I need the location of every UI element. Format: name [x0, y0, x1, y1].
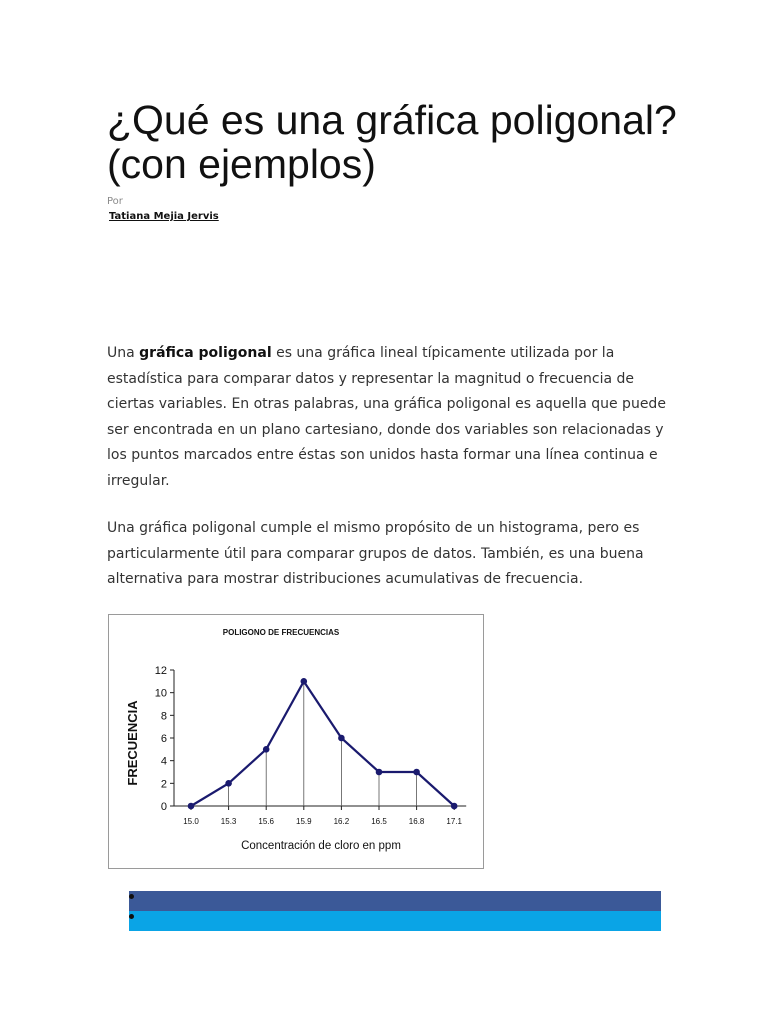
chart-point — [188, 803, 195, 810]
chart-point — [338, 735, 345, 742]
chart-x-tick-label: 15.6 — [258, 817, 274, 826]
chart-points — [188, 678, 458, 809]
chart-x-tick-label: 16.2 — [333, 817, 350, 826]
chart-x-tick-label: 15.9 — [296, 817, 312, 826]
chart-y-tick-label: 4 — [160, 755, 167, 768]
intro-text-start: Una — [107, 345, 140, 361]
chart-y-tick-label: 12 — [154, 665, 167, 677]
chart-x-tick-label: 16.5 — [371, 817, 387, 826]
byline-label: Por — [107, 196, 123, 207]
chart-axes — [174, 670, 466, 806]
chart-x-tick-label: 16.8 — [408, 817, 425, 826]
bullet-icon — [129, 914, 134, 919]
intro-term: gráfica poligonal — [139, 345, 272, 361]
chart-y-tick-label: 10 — [154, 687, 167, 700]
chart-x-ticks — [183, 806, 462, 826]
chart-y-tick-label: 8 — [160, 710, 167, 723]
chart-x-tick-label: 15.0 — [183, 817, 199, 826]
author-link[interactable]: Tatiana Mejia Jervis — [109, 211, 219, 222]
chart-title: POLIGONO DE FRECUENCIAS — [222, 628, 340, 637]
chart-y-axis-label: FRECUENCIA — [125, 700, 140, 786]
chart-point — [263, 746, 270, 753]
chart-svg — [109, 615, 483, 868]
chart-x-tick-label: 17.1 — [446, 817, 462, 826]
chart-y-tick-label: 0 — [160, 801, 167, 813]
chart-x-axis-label: Concentración de cloro en ppm — [241, 840, 401, 852]
chart-point — [301, 678, 308, 685]
chart-drop-lines — [229, 681, 417, 806]
second-paragraph: Una gráfica poligonal cumple el mismo propósito de un histograma, pero es particularmente útil para comparar grupos de datos. También, es una buena alternativa para mostrar distribuciones acumulativas de frecuencia. — [107, 520, 644, 587]
intro-paragraph — [107, 341, 667, 494]
page-title: ¿Qué es una gráfica poligonal? (con ejemplos) — [107, 97, 677, 187]
facebook-share-bar[interactable] — [129, 891, 661, 911]
intro-text-rest: es una gráfica lineal típicamente utilizada por la estadística para comparar datos y representar la magnitud o frecuencia de ciertas variables. En otras palabras, una gráfica poligonal es aquella que puede ser encontrada en un plano cartesiano, donde dos variables son relacionadas y los puntos marcados entre éstas son unidos hasta formar una línea continua e irregular. — [107, 345, 666, 489]
chart-x-tick-label: 15.3 — [220, 817, 237, 826]
twitter-share-bar[interactable] — [129, 911, 661, 931]
chart-y-tick-label: 6 — [160, 733, 167, 745]
bullet-icon — [129, 894, 134, 899]
frequency-polygon-chart — [108, 614, 484, 869]
chart-series-line — [191, 681, 454, 806]
chart-point — [451, 803, 458, 810]
chart-point — [413, 769, 420, 776]
chart-point — [376, 769, 383, 776]
chart-point — [225, 780, 232, 787]
chart-y-ticks — [155, 665, 174, 813]
chart-y-tick-label: 2 — [160, 778, 167, 791]
